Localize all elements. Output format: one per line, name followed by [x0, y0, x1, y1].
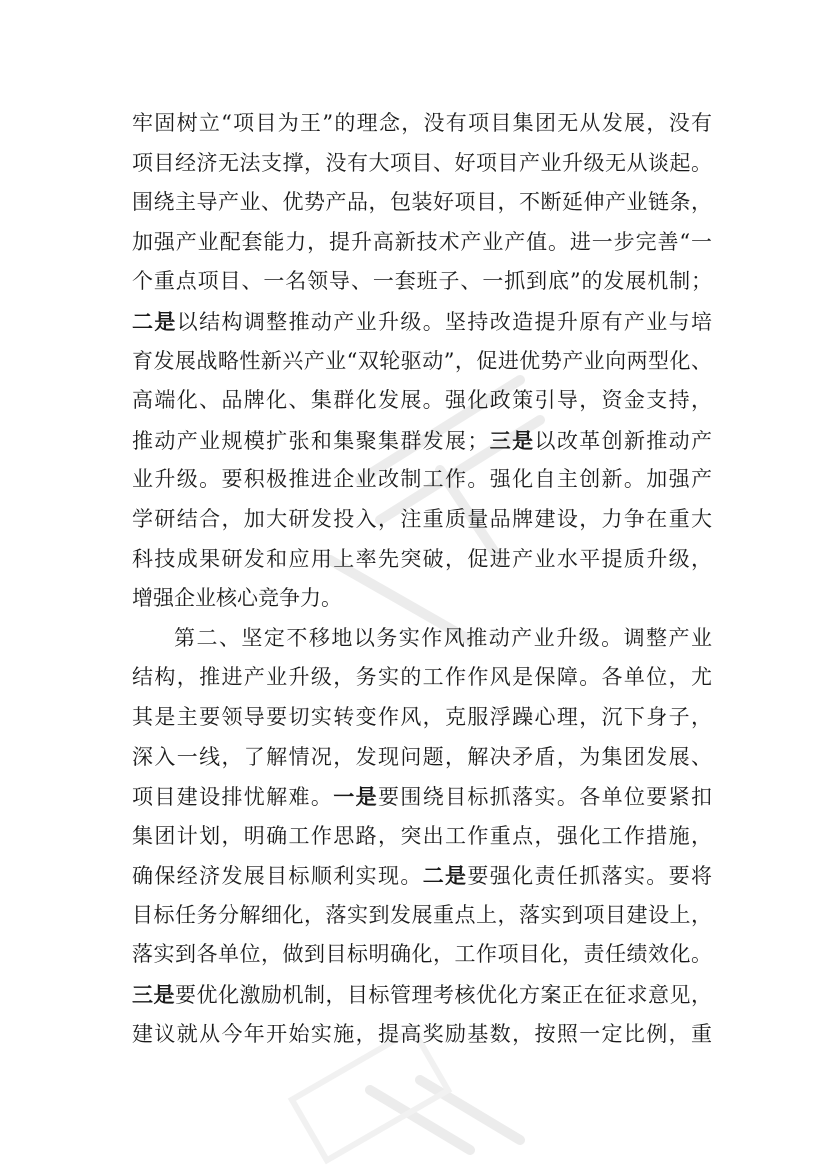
- document-body: [132, 104, 712, 1054]
- text-line: [132, 460, 712, 500]
- text-segment: 业升级。要积极推进企业改制工作。强化自主创新。加强产: [132, 467, 712, 492]
- text-segment: 要优化激励机制，目标管理考核优化方案正在征求意见，: [175, 983, 712, 1008]
- emphasis-label: 一是: [333, 784, 378, 810]
- text-segment: 围绕主导产业、优势产品，包装好项目，不断延伸产业链条，: [132, 190, 712, 215]
- text-segment: 建议就从今年开始实施，提高奖励基数，按照一定比例，重: [132, 1021, 712, 1046]
- text-line: [132, 579, 712, 619]
- emphasis-label: 二是: [132, 308, 177, 334]
- text-line: [132, 223, 712, 263]
- text-line: [132, 183, 712, 223]
- text-segment: 科技成果研发和应用上率先突破，促进产业水平提质升级，: [132, 546, 712, 571]
- text-segment: 第二、坚定不移地以务实作风推动产业升级。调整产业: [174, 625, 712, 650]
- text-line: [132, 856, 712, 896]
- emphasis-label: 二是: [422, 863, 468, 889]
- text-line: [132, 896, 712, 936]
- text-segment: 学研结合，加大研发投入，注重质量品牌建设，力争在重大: [132, 506, 712, 531]
- text-line: [132, 421, 712, 461]
- text-segment: 确保经济发展目标顺利实现。: [132, 864, 423, 889]
- text-segment: 深入一线，了解情况，发现问题，解决矛盾，为集团发展、: [132, 744, 712, 769]
- text-line: [132, 381, 712, 421]
- text-line: [132, 817, 712, 857]
- text-segment: 其是主要领导要切实转变作风，克服浮躁心理，沉下身子，: [132, 704, 712, 729]
- text-line: [132, 262, 712, 302]
- text-line: [132, 975, 712, 1015]
- text-line: [132, 738, 712, 778]
- text-line: [132, 698, 712, 738]
- text-segment: 高端化、品牌化、集群化发展。强化政策引导，资金支持，: [132, 388, 712, 413]
- text-line: [132, 619, 712, 659]
- text-segment: 增强企业核心竞争力。: [132, 586, 342, 611]
- text-segment: 以改革创新推动产: [534, 428, 712, 453]
- text-line: [132, 144, 712, 184]
- text-line: [132, 777, 712, 817]
- emphasis-label: 三是: [132, 982, 175, 1008]
- text-line: [132, 658, 712, 698]
- text-segment: 个重点项目、一名领导、一套班子、一抓到底”的发展机制；: [132, 269, 712, 294]
- text-segment: 牢固树立“项目为王”的理念，没有项目集团无从发展，没有: [132, 111, 712, 135]
- text-line: [132, 1015, 712, 1055]
- text-segment: 结构，推进产业升级，务实的工作作风是保障。各单位，尤: [132, 665, 712, 690]
- text-segment: 以结构调整推动产业升级。坚持改造提升原有产业与培: [176, 309, 712, 334]
- text-segment: 推动产业规模扩张和集聚集群发展；: [132, 428, 489, 453]
- text-segment: 加强产业配套能力，提升高新技术产业产值。进一步完善“一: [132, 229, 712, 254]
- text-line: [132, 104, 712, 144]
- text-segment: 项目建设排忧解难。: [132, 785, 334, 810]
- text-segment: 集团计划，明确工作思路，突出工作重点，强化工作措施，: [132, 823, 712, 848]
- text-segment: 目标任务分解细化，落实到发展重点上，落实到项目建设上，: [132, 902, 712, 927]
- text-segment: 项目经济无法支撑，没有大项目、好项目产业升级无从谈起。: [132, 150, 712, 175]
- text-line: [132, 302, 712, 342]
- text-segment: 育发展战略性新兴产业“双轮驱动”，促进优势产业向两型化、: [132, 348, 712, 373]
- text-segment: 要围绕目标抓落实。各单位要紧扣: [377, 785, 712, 810]
- text-line: [132, 540, 712, 580]
- text-line: [132, 342, 712, 382]
- text-line: [132, 500, 712, 540]
- text-line: [132, 935, 712, 975]
- emphasis-label: 三是: [488, 427, 535, 453]
- text-segment: 落实到各单位，做到目标明确化，工作项目化，责任绩效化。: [132, 942, 712, 967]
- text-segment: 要强化责任抓落实。要将: [467, 864, 712, 889]
